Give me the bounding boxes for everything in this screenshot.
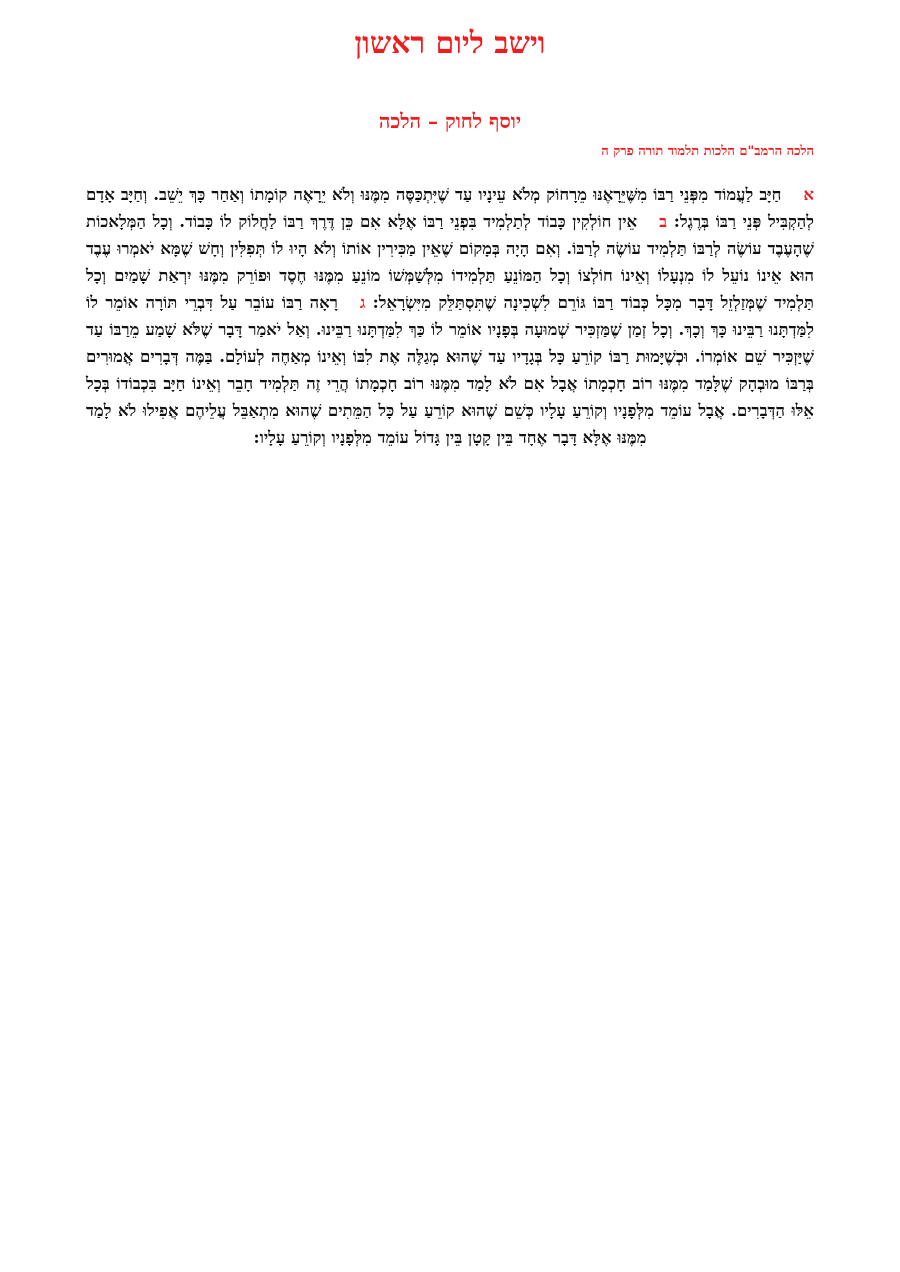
halacha-mark-2: ב (659, 212, 668, 231)
halacha-text-2: אֵין חוֹלְקִין כָּבוֹד לְתַלְמִיד בִּפְנֵי רַבּוֹ אֶלָּא אִם כֵּן דֶּרֶךְ רַבּוֹ לַחֲלוֹק לוֹ כָּבוֹד. וְכָל הַמְּלָאכוֹת שֶׁהָעֶבֶד עוֹשֶׂה לְרַבּוֹ תַּלְמִיד עוֹשֶׂה לְרַבּוֹ. וְאִם הָיָה בְּמָקוֹם שֶׁאֵין מַכִּירִין אוֹתוֹ וְלֹא הָיוּ לוֹ תְּפִלִּין וְחָשׁ שֶׁמָּא יֹאמְרוּ עֶבֶד הוּא אֵינוֹ נוֹעֵל לוֹ מִנְעָלוֹ וְאֵינוֹ חוֹלְצוֹ וְכָל הַמּוֹנֵעַ תַּלְמִידוֹ מִלְּשַׁמְּשׁוֹ מוֹנֵעַ מִמֶּנּוּ חֶסֶד וּפוֹרֵק מִמֶּנּוּ יִרְאַת שָׁמַיִם וְכָל תַּלְמִיד שֶׁמְּזַלְזֵל דָּבָר מִכָּל כְּבוֹד רַבּוֹ גּוֹרֵם לִשְׁכִינָה שֶׁתִּסְתַּלֵּק מִיִּשְׂרָאֵל: (86, 212, 814, 312)
halacha-text-1: חַיָּב לַעֲמוֹד מִפְּנֵי רַבּוֹ מִשֶּׁיֵּרָאֶנּוּ מֵרָחוֹק מְלֹא עֵינָיו עַד שֶׁיִּתְכַּסֶּה מִמֶּנּוּ וְלֹא יֵרָאֶה קוֹמָתוֹ וְאַחַר כָּךְ יֵשֵׁב. וְחַיָּב אָדָם לְהַקְבִּיל פְּנֵי רַבּוֹ בְּרֶגֶל: (86, 185, 815, 231)
document-subtitle: יוסף לחוק – הלכה (378, 109, 522, 133)
document-title: וישב ליום ראשון (354, 26, 546, 61)
halacha-body (86, 181, 814, 451)
halacha-text-3: רָאָה רַבּוֹ עוֹבֵר עַל דִּבְרֵי תּוֹרָה אוֹמֵר לוֹ לִמַּדְתָּנוּ רַבֵּינוּ כָּךְ וְכָךְ. וְכָל זְמַן שֶׁמַּזְכִּיר שְׁמוּעָה בְּפָנָיו אוֹמֵר לוֹ כַּךְ לִמַּדְתָּנוּ רַבֵּינוּ. וְאַל יֹאמַר דָּבָר שֶׁלֹּא שָׁמַע מֵרַבּוֹ עַד שֶׁיַּזְכִּיר שֵׁם אוֹמְרוֹ. וּכְשֶׁיָּמוּת רַבּוֹ קוֹרֵעַ כָּל בְּגָדָיו עַד שֶׁהוּא מְגַלֶּה אֶת לִבּוֹ וְאֵינוֹ מְאַחֶה לְעוֹלָם. בַּמֶּה דְּבָרִים אֲמוּרִים בְּרַבּוֹ מוּבְהָק שֶׁלָּמַד מִמֶּנּוּ רוֹב חָכְמָתוֹ אֲבָל אִם לֹא לָמַד מִמֶּנּוּ רוֹב חָכְמָתוֹ הֲרֵי זֶה תַּלְמִיד חָבֵר וְאֵינוֹ חַיָּב בִּכְבוֹדוֹ בְּכָל אֵלּוּ הַדְּבָרִים. אֲבָל עוֹמֵד מִלְּפָנָיו וְקוֹרֵעַ עָלָיו כְּשֵׁם שֶׁהוּא קוֹרֵעַ עַל כָּל הַמֵּתִים שֶׁהוּא מִתְאַבֵּל עֲלֵיהֶם אֲפִילוּ לֹא לָמַד מִמֶּנּוּ אֶלָּא דָּבָר אֶחָד בֵּין קָטָן בֵּין גָּדוֹל עוֹמֵד מִלְּפָנָיו וְקוֹרֵעַ עָלָיו: (86, 293, 814, 447)
halacha-mark-1: א (803, 185, 814, 204)
halacha-mark-3: ג (359, 293, 366, 312)
source-reference: הלכה הרמב"ם הלכות תלמוד תורה פרק ה (601, 144, 814, 159)
